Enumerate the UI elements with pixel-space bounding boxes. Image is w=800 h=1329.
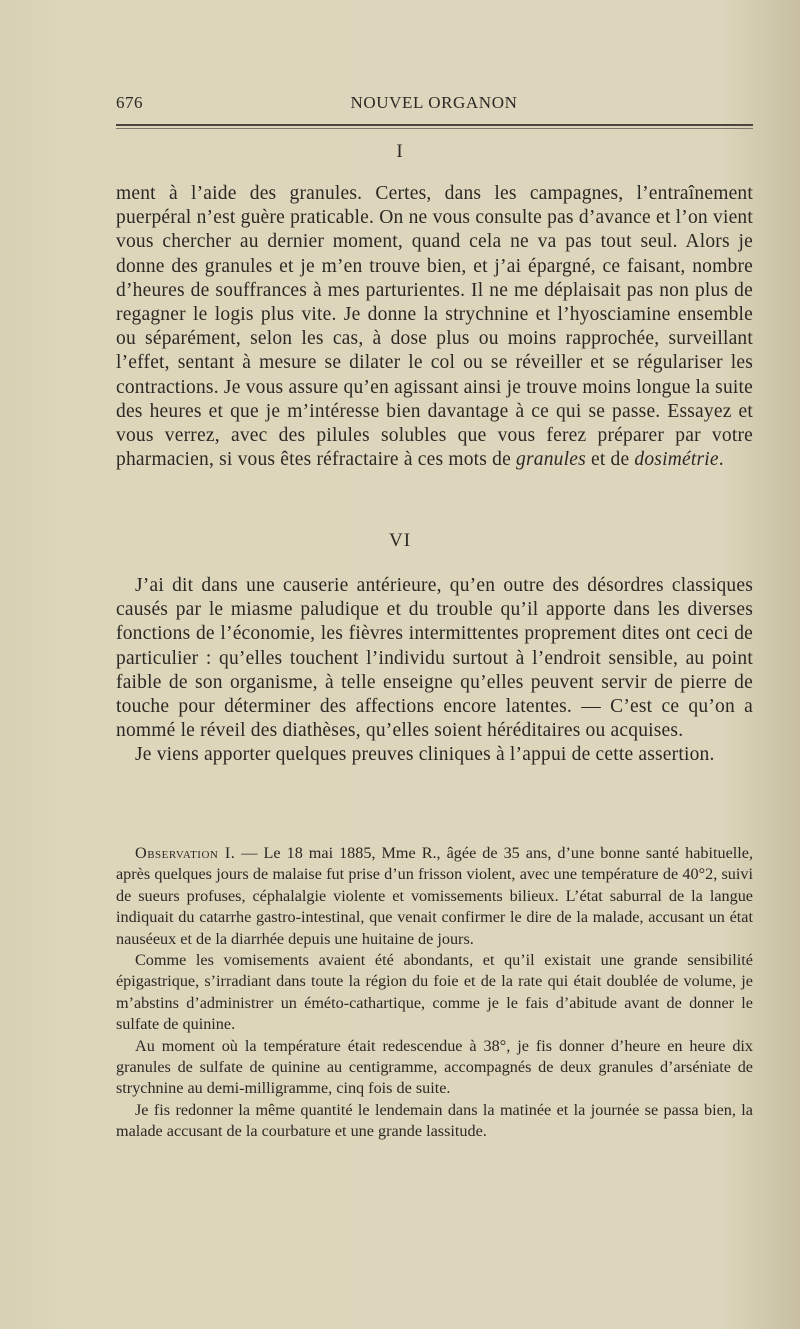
paragraph-text: ment à l’aide des granules. Certes, dans les campagnes, l’entraînement puerpéral n’est guère praticable. On ne vous consulte pas d’avance et l’on vient vous chercher au dernier moment, quand cela ne va pas tout seul. Alors je donne des granules et je m’en trouve bien, et j’ai épargné, ce faisant, nombre d’heures de souffrances à mes parturientes. Il ne me déplaisait pas non plus de regagner le logis plus vite. Je donne la strychnine et l’hyosciamine ensemble ou séparément, selon les cas, à dose plus ou moins rapprochée, surveillant l’effet, sentant à mesure se dilater le col ou se réveiller et se régulariser les contractions. Je vous assure qu’en agissant ainsi je trouve moins longue la suite des heures et que je m’intéresse bien davantage à ce qui se passe. Essayez et vous verrez, avec des pilules solubles que vous ferez préparer par votre pharmacien, si vous êtes réfractaire à ces mots de [116, 183, 753, 471]
section-vi-paragraph-1: J’ai dit dans une causerie antérieure, qu’en outre des désordres classiques causés par le miasme paludique et du trouble qu’il apporte dans les diverses fonctions de l’économie, les fièvres intermittentes proprement dites ont ceci de particulier : qu’elles touchent l’individu surtout à l’endroit sensible, au point faible de son organisme, à telle enseigne qu’elles peuvent servir de pierre de touche pour déterminer des affections encore latentes. — C’est ce qu’on a nommé le réveil des diathèses, qu’elles soient héréditaires ou acquises. [116, 575, 753, 742]
italic-term-granules: granules [516, 449, 586, 471]
continued-paragraph [116, 182, 753, 472]
section-vi-paragraph-2: Je viens apporter quelques preuves cliniques à l’appui de cette assertion. [135, 744, 715, 766]
observation-paragraph-1: — Le 18 mai 1885, Mme R., âgée de 35 ans, d’une bonne santé habituelle, après quelques jours de malaise fut prise d’un frisson violent, avec une température de 40°2, suivi de sueurs profuses, céphalalgie violente et vomissements bilieux. L’état saburral de la langue indiquait du catarrhe gastro-intestinal, que venait confirmer le dire de la malade, accusant un état nauséeux et de la diarrhée depuis une huitaine de jours. [116, 844, 753, 948]
italic-term-dosimetrie: dosimétrie [634, 449, 719, 471]
running-title: NOUVEL ORGANON [350, 93, 518, 112]
page-header [116, 93, 752, 117]
observation-paragraph-2: Comme les vomisements avaient été abondants, et qu’il existait une grande sensibilité épigastrique, s’irradiant dans toute la région du foie et de la rate qui était doublée de volume, je m’abstins d’administrer un éméto-cathartique, comme je le fais d’abitude avant de donner le sulfate de quinine. [116, 951, 753, 1034]
observation-paragraph-4: Je fis redonner la même quantité le lendemain dans la matinée et la journée se passa bien, la malade accusant de la courbature et une grande lassitude. [116, 1100, 753, 1141]
conjunction: et de [585, 449, 635, 471]
header-rule [116, 124, 753, 126]
top-marker: I [396, 141, 404, 162]
section-vi-body [116, 574, 753, 768]
observation-paragraph-3: Au moment où la température était redescendue à 38°, je fis donner d’heure en heure dix granules de sulfate de quinine au centigramme, accompagnés de deux granules d’arséniate de strychnine au demi-milligramme, cinq fois de suite. [116, 1036, 753, 1098]
header-rule-thin [116, 128, 753, 129]
page-number: 676 [116, 93, 143, 112]
paragraph-end: . [718, 449, 724, 471]
observation-block [116, 843, 753, 1143]
observation-label: Observation I. [135, 844, 236, 862]
section-heading-vi: VI [388, 530, 412, 551]
